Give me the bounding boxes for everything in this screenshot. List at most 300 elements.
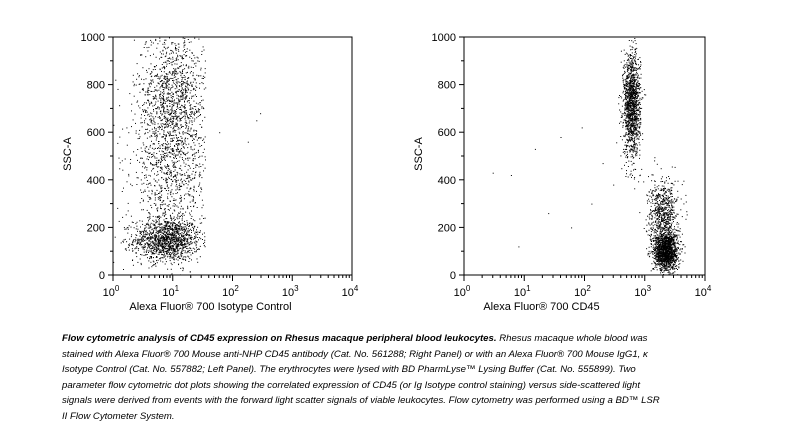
event-dot [186, 55, 187, 56]
event-dot [153, 257, 154, 258]
event-dot [205, 218, 206, 219]
event-dot [626, 118, 627, 119]
event-dot [166, 153, 167, 154]
event-dot [155, 239, 156, 240]
event-dot [634, 60, 635, 61]
event-dot [188, 144, 189, 145]
event-dot [636, 53, 637, 54]
event-dot [167, 109, 168, 110]
event-dot [180, 118, 181, 119]
event-dot [150, 122, 151, 123]
event-dot [141, 240, 142, 241]
event-dot [196, 232, 197, 233]
event-dot [629, 146, 630, 147]
event-dot [628, 65, 629, 66]
event-dot [168, 125, 169, 126]
event-dot [151, 76, 152, 77]
event-dot [184, 82, 185, 83]
event-dot [631, 161, 632, 162]
event-dot [188, 169, 189, 170]
event-dot [146, 252, 147, 253]
event-dot [196, 152, 197, 153]
event-dot [630, 81, 631, 82]
event-dot [150, 197, 151, 198]
event-dot [153, 133, 154, 134]
event-dot [178, 99, 179, 100]
event-dot [630, 55, 631, 56]
event-dot [182, 77, 183, 78]
event-dot [156, 108, 157, 109]
event-dot [151, 258, 152, 259]
event-dot [177, 83, 178, 84]
event-dot [201, 96, 202, 97]
event-dot [176, 143, 177, 144]
event-dot [631, 146, 632, 147]
event-dot [164, 71, 165, 72]
event-dot [635, 147, 636, 148]
event-dot [171, 113, 172, 114]
event-dot [155, 195, 156, 196]
event-dot [150, 163, 151, 164]
event-dot [187, 188, 188, 189]
event-dot [188, 226, 189, 227]
event-dot [156, 244, 157, 245]
event-dot [202, 239, 203, 240]
event-dot [185, 79, 186, 80]
event-dot [160, 224, 161, 225]
event-dot [199, 88, 200, 89]
event-dot [173, 155, 174, 156]
event-dot [174, 256, 175, 257]
event-dot [635, 125, 636, 126]
event-dot [164, 111, 165, 112]
event-dot [628, 124, 629, 125]
event-dot [148, 101, 149, 102]
event-dot [159, 242, 160, 243]
event-dot [192, 196, 193, 197]
event-dot [202, 234, 203, 235]
event-dot [156, 85, 157, 86]
event-dot [134, 227, 135, 228]
event-dot [627, 140, 628, 141]
event-dot [191, 243, 192, 244]
event-dot [171, 87, 172, 88]
event-dot [141, 118, 142, 119]
event-dot [174, 251, 175, 252]
event-dot [180, 230, 181, 231]
event-dot [183, 77, 184, 78]
event-dot [165, 214, 166, 215]
event-dot [180, 168, 181, 169]
event-dot [639, 78, 640, 79]
event-dot [181, 253, 182, 254]
event-dot [197, 207, 198, 208]
event-dot [640, 175, 641, 176]
event-dot [632, 140, 633, 141]
event-dot [634, 83, 635, 84]
event-dot [630, 90, 631, 91]
event-dot [136, 252, 137, 253]
event-dot [137, 262, 138, 263]
event-dot [181, 62, 182, 63]
event-dot [140, 259, 141, 260]
event-dot [151, 122, 152, 123]
event-dot [164, 225, 165, 226]
event-dot [162, 145, 163, 146]
event-dot [183, 65, 184, 66]
event-dot [193, 199, 194, 200]
event-dot [201, 189, 202, 190]
event-dot [624, 73, 625, 74]
event-dot [164, 134, 165, 135]
event-dot [630, 78, 631, 79]
event-dot [159, 254, 160, 255]
event-dot [147, 138, 148, 139]
event-dot [165, 48, 166, 49]
event-dot [636, 132, 637, 133]
event-dot [193, 96, 194, 97]
event-dot [162, 83, 163, 84]
event-dot [618, 97, 619, 98]
event-dot [169, 225, 170, 226]
event-dot [167, 74, 168, 75]
event-dot [171, 42, 172, 43]
event-dot [177, 64, 178, 65]
event-dot [145, 148, 146, 149]
event-dot [205, 61, 206, 62]
event-dot [186, 132, 187, 133]
event-dot [626, 85, 627, 86]
event-dot [165, 242, 166, 243]
event-dot [147, 234, 148, 235]
event-dot [168, 234, 169, 235]
event-dot [182, 152, 183, 153]
event-dot [183, 69, 184, 70]
event-dot [162, 75, 163, 76]
event-dot [131, 104, 132, 105]
event-dot [633, 97, 634, 98]
event-dot [172, 252, 173, 253]
event-dot [628, 120, 629, 121]
event-dot [164, 155, 165, 156]
event-dot [169, 230, 170, 231]
event-dot [181, 201, 182, 202]
event-dot [162, 160, 163, 161]
event-dot [171, 191, 172, 192]
event-dot [181, 226, 182, 227]
event-dot [178, 140, 179, 141]
event-dot [168, 236, 169, 237]
event-dot [633, 113, 634, 114]
event-dot [186, 229, 187, 230]
event-dot [155, 104, 156, 105]
event-dot [634, 179, 635, 180]
event-dot [193, 89, 194, 90]
event-dot [641, 169, 642, 170]
event-dot [634, 151, 635, 152]
event-dot [141, 254, 142, 255]
event-dot [639, 142, 640, 143]
event-dot [624, 99, 625, 100]
event-dot [162, 126, 163, 127]
event-dot [190, 72, 191, 73]
event-dot [113, 125, 114, 126]
event-dot [173, 239, 174, 240]
event-dot [173, 71, 174, 72]
event-dot [167, 164, 168, 165]
event-dot [150, 118, 151, 119]
event-dot [152, 79, 153, 80]
event-dot [193, 219, 194, 220]
event-dot [180, 254, 181, 255]
event-dot [167, 144, 168, 145]
event-dot [186, 220, 187, 221]
event-dot [149, 219, 150, 220]
event-dot [182, 230, 183, 231]
event-dot [187, 176, 188, 177]
event-dot [177, 56, 178, 57]
event-dot [133, 151, 134, 152]
event-dot [184, 115, 185, 116]
event-dot [175, 49, 176, 50]
x-tick-label: $10^2$ [222, 284, 239, 299]
event-dot [182, 93, 183, 94]
event-dot [175, 73, 176, 74]
event-dot [178, 81, 179, 82]
event-dot [176, 79, 177, 80]
event-dot [150, 40, 151, 41]
event-dot [197, 258, 198, 259]
event-dot [635, 108, 636, 109]
event-dot [181, 200, 182, 201]
event-dot [150, 233, 151, 234]
event-dot [180, 150, 181, 151]
event-dot [165, 76, 166, 77]
event-dot [636, 102, 637, 103]
event-dot [178, 129, 179, 130]
event-dot [157, 239, 158, 240]
event-dot [115, 80, 116, 81]
event-dot [151, 81, 152, 82]
event-dot [175, 251, 176, 252]
event-dot [168, 188, 169, 189]
event-dot [131, 227, 132, 228]
event-dot [198, 186, 199, 187]
event-dot [129, 244, 130, 245]
event-dot [161, 195, 162, 196]
event-dot [639, 88, 640, 89]
event-dot [142, 109, 143, 110]
event-dot [638, 114, 639, 115]
event-dot [184, 75, 185, 76]
event-dot [642, 133, 643, 134]
event-dot [628, 146, 629, 147]
event-dot [631, 69, 632, 70]
event-dot [634, 188, 635, 189]
event-dot [153, 99, 154, 100]
event-dot [174, 112, 175, 113]
event-dot [177, 126, 178, 127]
event-dot [628, 89, 629, 90]
event-dot [173, 230, 174, 231]
event-dot [635, 94, 636, 95]
event-dot [162, 98, 163, 99]
event-dot [176, 231, 177, 232]
event-dot [641, 108, 642, 109]
event-dot [634, 138, 635, 139]
event-dot [176, 246, 177, 247]
event-dot [631, 156, 632, 157]
event-dot [185, 224, 186, 225]
event-dot [177, 106, 178, 107]
event-dot [166, 73, 167, 74]
event-dot [174, 70, 175, 71]
event-dot [146, 175, 147, 176]
event-dot [170, 252, 171, 253]
event-dot [122, 241, 123, 242]
event-dot [188, 228, 189, 229]
event-dot [205, 246, 206, 247]
event-dot [147, 237, 148, 238]
event-dot [183, 233, 184, 234]
event-dot [621, 51, 622, 52]
event-dot [169, 250, 170, 251]
event-dot [174, 231, 175, 232]
event-dot [144, 234, 145, 235]
event-dot [185, 257, 186, 258]
event-dot [181, 251, 182, 252]
event-dot [183, 184, 184, 185]
event-dot [160, 242, 161, 243]
event-dot [638, 120, 639, 121]
event-dot [637, 149, 638, 150]
event-dot [203, 218, 204, 219]
event-dot [627, 111, 628, 112]
event-dot [636, 84, 637, 85]
event-dot [150, 248, 151, 249]
event-dot [152, 156, 153, 157]
event-dot [138, 134, 139, 135]
event-dot [624, 153, 625, 154]
event-dot [638, 132, 639, 133]
event-dot [197, 57, 198, 58]
event-dot [173, 237, 174, 238]
event-dot [628, 68, 629, 69]
event-dot [155, 75, 156, 76]
event-dot [635, 118, 636, 119]
event-dot [180, 223, 181, 224]
event-dot [191, 67, 192, 68]
event-dot [122, 191, 123, 192]
event-dot [174, 229, 175, 230]
event-dot [626, 125, 627, 126]
event-dot [177, 232, 178, 233]
event-dot [163, 62, 164, 63]
event-dot [164, 188, 165, 189]
event-dot [204, 77, 205, 78]
event-dot [156, 247, 157, 248]
event-dot [196, 96, 197, 97]
event-dot [173, 105, 174, 106]
event-dot [164, 232, 165, 233]
event-dot [185, 252, 186, 253]
event-dot [162, 168, 163, 169]
event-dot [632, 75, 633, 76]
event-dot [639, 155, 640, 156]
event-dot [158, 224, 159, 225]
event-dot [172, 141, 173, 142]
event-dot [626, 62, 627, 63]
event-dot [174, 241, 175, 242]
event-dot [136, 79, 137, 80]
event-dot [636, 118, 637, 119]
event-dot [128, 175, 129, 176]
y-axis-title: SSC-A [62, 137, 74, 171]
event-dot [162, 44, 163, 45]
event-dot [157, 227, 158, 228]
event-dot [197, 237, 198, 238]
event-dot [162, 243, 163, 244]
event-dot [183, 131, 184, 132]
event-dot [180, 101, 181, 102]
event-dot [158, 83, 159, 84]
event-dot [146, 227, 147, 228]
event-dot [185, 98, 186, 99]
event-dot [630, 54, 631, 55]
event-dot [178, 108, 179, 109]
event-dot [176, 186, 177, 187]
event-dot [629, 99, 630, 100]
event-dot [144, 240, 145, 241]
event-dot [167, 198, 168, 199]
event-dot [636, 70, 637, 71]
event-dot [172, 213, 173, 214]
event-dot [629, 136, 630, 137]
event-dot [624, 65, 625, 66]
event-dot [633, 152, 634, 153]
event-dot [178, 229, 179, 230]
event-dot [165, 103, 166, 104]
event-dot [179, 248, 180, 249]
event-dot [635, 74, 636, 75]
event-dot [625, 109, 626, 110]
event-dot [633, 132, 634, 133]
event-dot [154, 247, 155, 248]
event-dot [189, 195, 190, 196]
event-dot [622, 127, 623, 128]
event-dot [176, 74, 177, 75]
event-dot [622, 116, 623, 117]
event-dot [125, 159, 126, 160]
event-dot [632, 147, 633, 148]
event-dot [192, 227, 193, 228]
event-dot [631, 80, 632, 81]
event-dot [154, 87, 155, 88]
event-dot [179, 240, 180, 241]
event-dot [154, 203, 155, 204]
event-dot [177, 103, 178, 104]
event-dot [621, 97, 622, 98]
event-dot [159, 127, 160, 128]
event-dot [205, 87, 206, 88]
event-dot [173, 200, 174, 201]
event-dot [172, 229, 173, 230]
event-dot [129, 250, 130, 251]
event-dot [620, 136, 621, 137]
event-dot [152, 220, 153, 221]
event-dot [641, 99, 642, 100]
event-dot [639, 127, 640, 128]
